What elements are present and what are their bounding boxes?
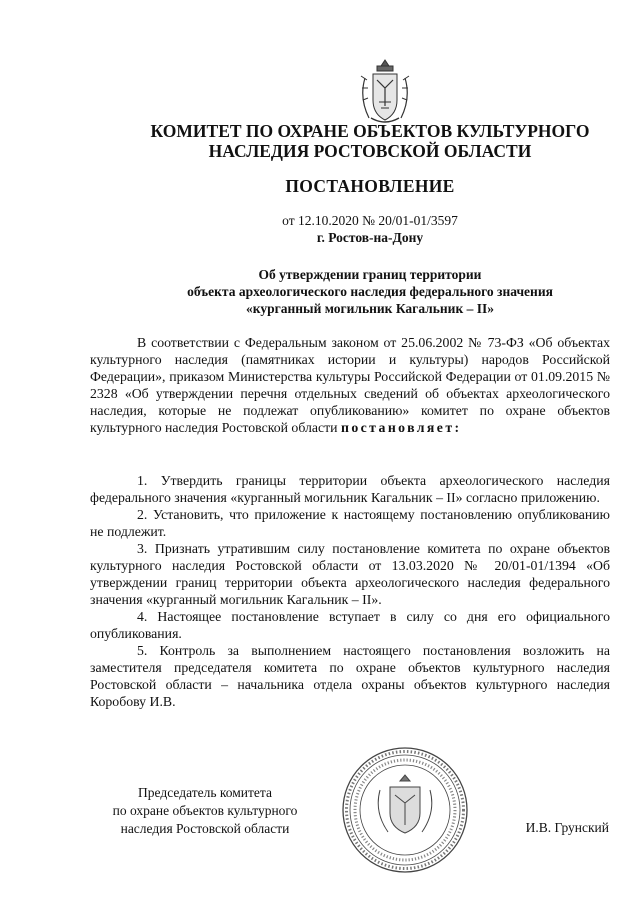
signatory-title-line-3: наследия Ростовской области [120,821,290,836]
document-city: г. Ростов-на-Дону [316,230,424,245]
resolution-item: 2. Установить, что приложение к настоящему постановлению опубликованию не подлежит. [90,507,610,539]
resolves-word: постановляет: [341,420,462,435]
organization-line-1: КОМИТЕТ ПО ОХРАНЕ ОБЪЕКТОВ КУЛЬТУРНОГО [150,121,590,141]
document-type: ПОСТАНОВЛЕНИЕ [285,176,455,196]
preamble-paragraph [90,334,610,436]
organization-name [100,121,640,161]
resolution-items [90,472,610,710]
resolution-item: 5. Контроль за выполнением настоящего постановления возложить на заместителя председателя комитета по охране объектов культурного наследия Ростовской области – начальника отдела охраны объектов культурного наследия Коробову И.В. [90,643,610,709]
signatory-name: И.В. Грунский [525,820,609,835]
official-seal-icon [340,745,470,875]
signatory-title-line-1: Председатель комитета [138,785,272,800]
signatory-title-line-2: по охране объектов культурного [112,803,298,818]
resolution-item: 3. Признать утратившим силу постановление комитета по охране объектов культурного наследия Ростовской области от 13.03.2020 № 20/01-01/1394 «Об утверждении границ территории объекта археологического наследия федерального значения «курганный могильник Кагальник – II». [90,541,610,607]
coat-of-arms-icon [357,58,413,126]
subject-line-3: «курганный могильник Кагальник – II» [246,301,494,316]
document-subject [100,266,640,317]
preamble-text: В соответствии с Федеральным законом от 25.06.2002 № 73-ФЗ «Об объектах культурного наследия (памятниках истории и культуры) народов Российской Федерации», приказом Министерства культуры Российской Федерации от 01.09.2015 № 2328 «Об утверждении перечня отдельных сведений об объектах археологического наследия, которые не подлежат опубликованию» комитет по охране объектов культурного наследия Ростовской области [90,335,610,435]
subject-line-2: объекта археологического наследия федерального значения [187,284,553,299]
resolution-item: 1. Утвердить границы территории объекта археологического наследия федерального значения «курганный могильник Кагальник – II» согласно приложению. [90,473,610,505]
signatory-title [90,784,320,838]
organization-line-2: НАСЛЕДИЯ РОСТОВСКОЙ ОБЛАСТИ [208,141,532,161]
document-date-number: от 12.10.2020 № 20/01-01/3597 [282,213,458,228]
resolution-item: 4. Настоящее постановление вступает в силу со дня его официального опубликования. [90,609,610,641]
subject-line-1: Об утверждении границ территории [258,267,482,282]
